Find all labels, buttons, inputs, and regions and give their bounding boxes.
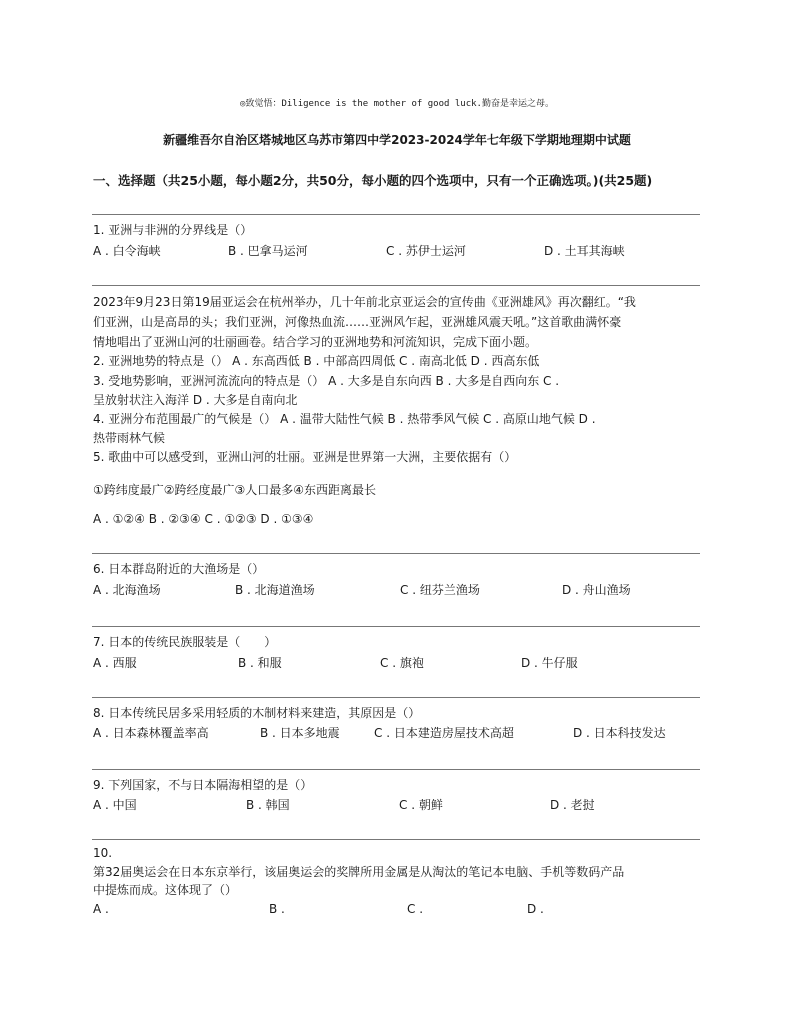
- divider: [92, 214, 700, 215]
- divider: [92, 839, 700, 840]
- question-10-stem-cont: 中提炼而成。这体现了（）: [93, 883, 238, 897]
- page-title: 新疆维吾尔自治区塔城地区乌苏市第四中学2023-2024学年七年级下学期地理期中试题: [163, 133, 631, 147]
- question-6-stem: 6. 日本群岛附近的大渔场是（）: [93, 562, 265, 576]
- option-b[interactable]: B .: [269, 902, 285, 916]
- question-1-options: [93, 242, 693, 258]
- option-c[interactable]: C . 纽芬兰渔场: [400, 583, 480, 597]
- option-a[interactable]: A . 白令海峡: [93, 244, 161, 258]
- question-8-options: [93, 724, 693, 740]
- option-a[interactable]: A . 北海渔场: [93, 583, 161, 597]
- question-5-options[interactable]: A . ①②④ B . ②③④ C . ①②③ D . ①③④: [93, 512, 314, 526]
- option-d[interactable]: D . 日本科技发达: [573, 726, 666, 740]
- divider: [92, 697, 700, 698]
- question-3: 3. 受地势影响，亚洲河流流向的特点是（） A . 大多是自东向西 B . 大多是自西向东 C .: [93, 374, 560, 388]
- option-c[interactable]: C . 旗袍: [380, 656, 424, 670]
- question-5-items: ①跨纬度最广②跨经度最广③人口最多④东西距离最长: [93, 483, 377, 497]
- option-a[interactable]: A .: [93, 902, 109, 916]
- option-b[interactable]: B . 北海道渔场: [235, 583, 315, 597]
- option-d[interactable]: D .: [527, 902, 544, 916]
- question-10-stem: 第32届奥运会在日本东京举行，该届奥运会的奖牌所用金属是从淘汰的笔记本电脑、手机等数码产品: [93, 865, 625, 879]
- question-1-stem: 1. 亚洲与非洲的分界线是（）: [93, 223, 253, 237]
- option-b[interactable]: B . 巴拿马运河: [228, 244, 308, 258]
- question-8-stem: 8. 日本传统民居多采用轻质的木制材料来建造，其原因是（）: [93, 706, 421, 720]
- divider: [92, 626, 700, 627]
- question-7-options: [93, 654, 693, 670]
- question-7-stem: 7. 日本的传统民族服装是（ ）: [93, 635, 277, 649]
- question-4-cont: 热带雨林气候: [93, 431, 166, 445]
- option-b[interactable]: B . 韩国: [246, 798, 290, 812]
- option-d[interactable]: D . 牛仔服: [521, 656, 578, 670]
- option-b[interactable]: B . 和服: [238, 656, 282, 670]
- question-10-options: [93, 902, 693, 918]
- passage-line: 们亚洲，山是高昂的头；我们亚洲，河像热血流……亚洲风乍起，亚洲雄风震天吼。”这首歌曲满怀豪: [93, 315, 622, 329]
- question-5: 5. 歌曲中可以感受到，亚洲山河的壮丽。亚洲是世界第一大洲，主要依据有（）: [93, 450, 517, 464]
- passage-line: 情地唱出了亚洲山河的壮丽画卷。结合学习的亚洲地势和河流知识，完成下面小题。: [93, 335, 538, 349]
- question-3-cont: 呈放射状注入海洋 D . 大多是自南向北: [93, 393, 298, 407]
- option-a[interactable]: A . 西服: [93, 656, 137, 670]
- passage-line: 2023年9月23日第19届亚运会在杭州举办，几十年前北京亚运会的宣传曲《亚洲雄风》再次翻红。“我: [93, 295, 636, 309]
- option-b[interactable]: B . 日本多地震: [260, 726, 340, 740]
- divider: [92, 553, 700, 554]
- option-c[interactable]: C . 苏伊士运河: [386, 244, 466, 258]
- option-c[interactable]: C . 朝鲜: [399, 798, 443, 812]
- option-c[interactable]: C .: [407, 902, 424, 916]
- option-d[interactable]: D . 舟山渔场: [562, 583, 631, 597]
- section-heading: 一、选择题（共25小题，每小题2分，共50分，每小题的四个选项中，只有一个正确选项。)(共25题): [93, 173, 653, 188]
- option-c[interactable]: C . 日本建造房屋技术高超: [374, 726, 514, 740]
- question-10-number: 10.: [93, 846, 113, 860]
- motto-line: ◎致觉悟：Diligence is the mother of good luck.勤奋是幸运之母。: [240, 99, 554, 109]
- question-4: 4. 亚洲分布范围最广的气候是（） A . 温带大陆性气候 B . 热带季风气候 C . 高原山地气候 D .: [93, 412, 596, 426]
- option-a[interactable]: A . 中国: [93, 798, 137, 812]
- question-9-options: [93, 796, 693, 812]
- question-6-options: [93, 581, 693, 597]
- option-d[interactable]: D . 老挝: [550, 798, 595, 812]
- option-a[interactable]: A . 日本森林覆盖率高: [93, 726, 209, 740]
- option-d[interactable]: D . 土耳其海峡: [544, 244, 625, 258]
- divider: [92, 769, 700, 770]
- divider: [92, 285, 700, 286]
- question-9-stem: 9. 下列国家，不与日本隔海相望的是（）: [93, 778, 313, 792]
- question-2: 2. 亚洲地势的特点是（） A . 东高西低 B . 中部高四周低 C . 南高北低 D . 西高东低: [93, 354, 540, 368]
